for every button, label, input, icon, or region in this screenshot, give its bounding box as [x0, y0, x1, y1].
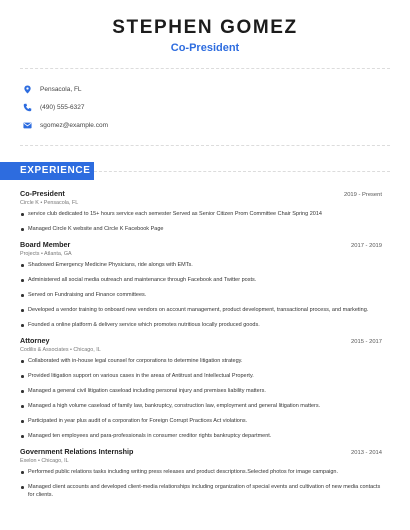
job-bullet: Collaborated with in-house legal counsel for corporations to determine litigation strategy. [20, 357, 382, 365]
job-header [20, 336, 382, 345]
header-divider [20, 68, 390, 69]
resume-header [0, 0, 410, 55]
job-company-location: Codilis & Associates • Chicago, IL [20, 347, 101, 353]
job-bullet: Managed ten employees and para-professionals in consumer creditor rights bankruptcy department. [20, 432, 382, 440]
job-company-location: Projects • Atlanta, GA [20, 251, 72, 257]
job-entry [20, 240, 382, 329]
job-bullet: Developed a vendor training to onboard new vendors on account management, product development, transactional process, and marketing. [20, 306, 382, 314]
job-bullet: Managed a general civil litigation caseload including personal injury and premises liability matters. [20, 387, 382, 395]
contact-email[interactable]: sgomez@example.com [40, 121, 109, 129]
contact-location-row [23, 80, 108, 98]
candidate-name: STEPHEN GOMEZ [112, 17, 298, 38]
job-dates: 2013 - 2014 [351, 450, 382, 456]
job-bullet: Administered all social media outreach and maintenance through Facebook and Twitter posts. [20, 276, 382, 284]
job-bullet: Participated in year plus audit of a corporation for Foreign Corrupt Practices Act violations. [20, 417, 382, 425]
contact-phone: (490) 555-6327 [40, 103, 85, 111]
contact-block [23, 80, 108, 134]
job-company-location: Exelon • Chicago, IL [20, 458, 69, 464]
job-bullet: Performed public relations tasks including writing press releases and product descriptions.Selected photos for image campaign. [20, 468, 382, 476]
contact-phone-row [23, 98, 108, 116]
job-entry [20, 447, 382, 499]
job-dates: 2015 - 2017 [351, 339, 382, 345]
phone-icon [23, 103, 32, 112]
experience-list [20, 189, 382, 506]
job-bullet: Founded a online platform & delivery service which promotes nutritious locally produced goods. [20, 321, 382, 329]
job-header [20, 240, 382, 249]
section-title-experience: EXPERIENCE [20, 165, 91, 176]
job-bullet: Shadowed Emergency Medicine Physicians, ride alongs with EMTs. [20, 261, 382, 269]
job-bullet-list [20, 357, 382, 440]
contact-divider [20, 145, 390, 146]
job-bullet: Managed client accounts and developed client-media relationships including organization of special events and cultivation of new media contacts for clients. [20, 483, 382, 499]
job-entry [20, 189, 382, 233]
envelope-icon [23, 121, 32, 130]
job-bullet: Managed Circle K website and Circle K Facebook Page [20, 225, 382, 233]
job-role: Government Relations Internship [20, 447, 134, 456]
job-bullet: Provided litigation support on various cases in the areas of Antitrust and Intellectual Property. [20, 372, 382, 380]
job-role: Attorney [20, 336, 50, 345]
job-bullet: Managed a high volume caseload of family law, bankruptcy, construction law, employment and general litigation matters. [20, 402, 382, 410]
job-header [20, 189, 382, 198]
job-role: Co-President [20, 189, 65, 198]
job-bullet-list [20, 261, 382, 329]
job-dates: 2017 - 2019 [351, 243, 382, 249]
job-header [20, 447, 382, 456]
job-entry [20, 336, 382, 440]
map-pin-icon [23, 85, 32, 94]
job-role: Board Member [20, 240, 71, 249]
job-dates: 2019 - Present [343, 192, 382, 198]
job-company-location: Circle K • Pensacola, FL [20, 200, 79, 206]
contact-email-row [23, 116, 108, 134]
candidate-title: Co-President [170, 42, 240, 54]
job-bullet-list [20, 210, 382, 233]
job-bullet: service club dedicated to 15+ hours service each semester Served as Senior Citizen Prom Committee Chair Spring 2014 [20, 210, 382, 218]
job-bullet: Served on Fundraising and Finance committees. [20, 291, 382, 299]
section-divider [94, 171, 390, 172]
job-bullet-list [20, 468, 382, 499]
contact-location: Pensacola, FL [40, 85, 82, 93]
